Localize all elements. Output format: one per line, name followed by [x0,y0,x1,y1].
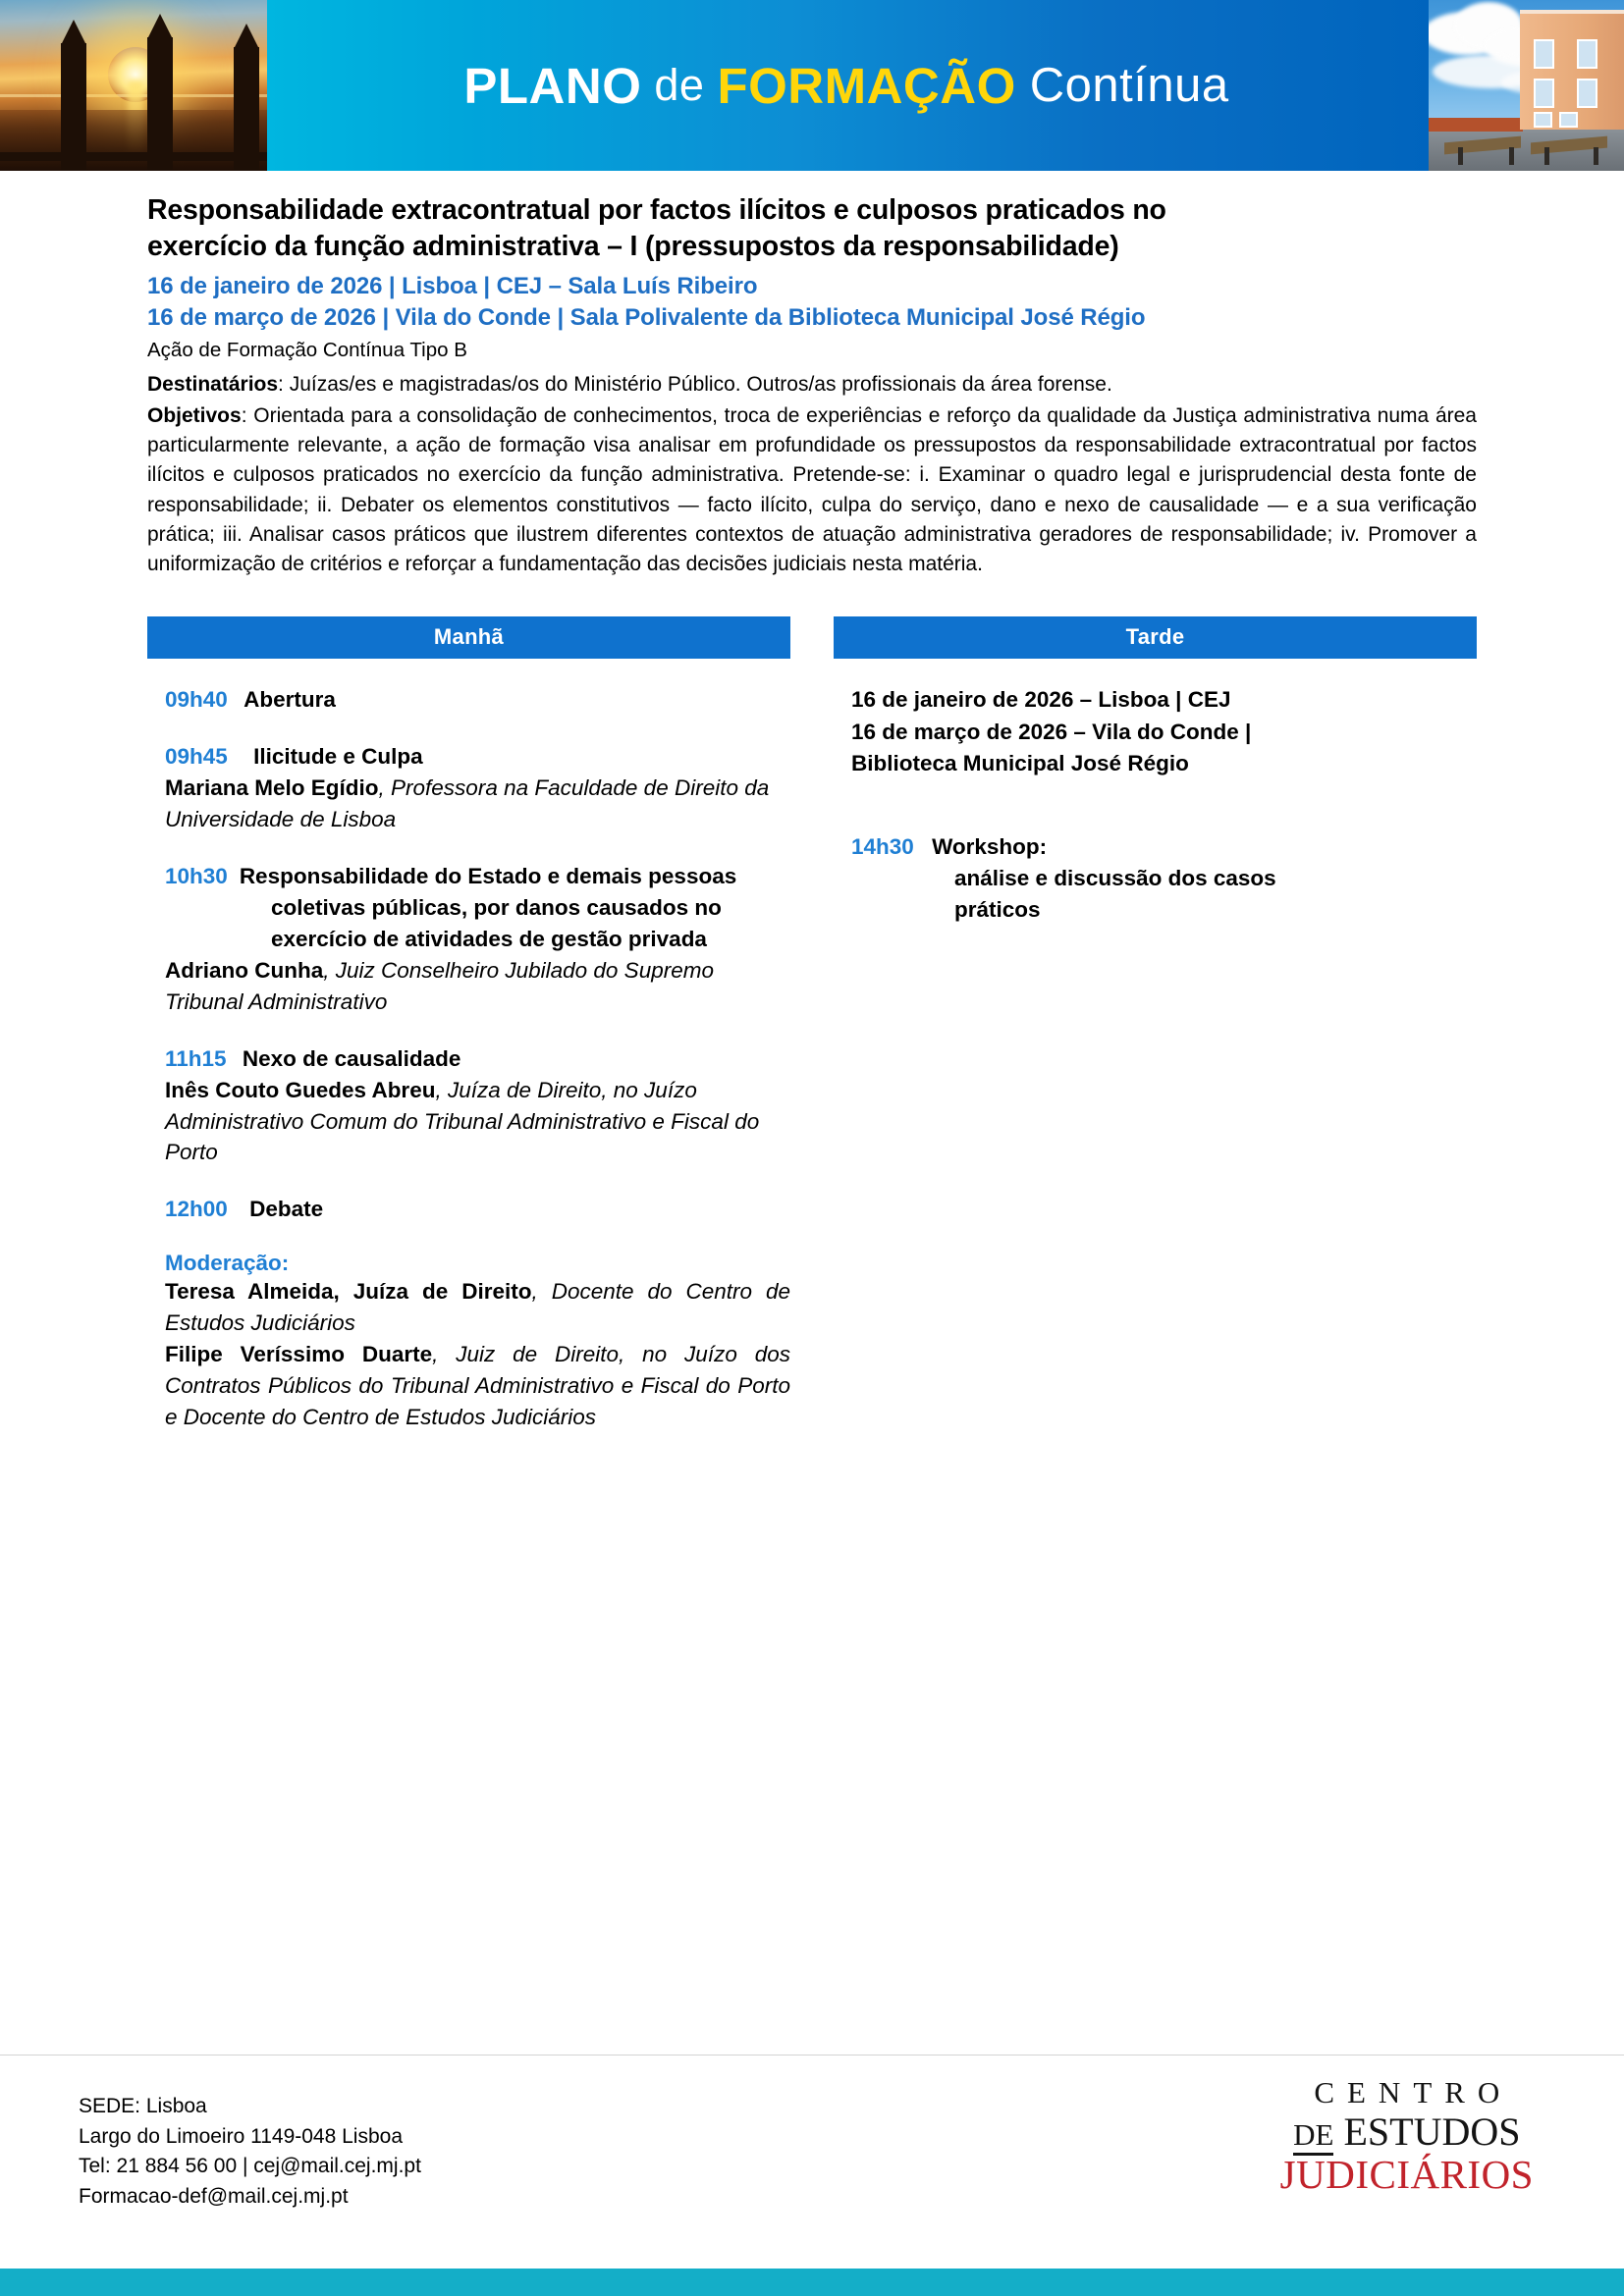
moderator-row [165,1339,790,1433]
speaker-name: Inês Couto Guedes Abreu [165,1077,436,1102]
schedule-entry-row [851,831,1477,863]
entry-time: 12h00 [165,1197,228,1222]
bench-leg [1594,147,1598,165]
speaker-name: Adriano Cunha [165,957,324,983]
entry-time: 11h15 [165,1045,227,1071]
schedule-entry-row [165,1194,790,1225]
footer-address-line2: Largo do Limoeiro 1149-048 Lisboa [79,2124,404,2148]
course-title-line1: Responsabilidade extracontratual por factos ilícitos e culposos praticados no [147,194,1166,226]
building-facade [1520,10,1624,130]
schedule-entry-row [165,861,790,955]
entry-title: Responsabilidade do Estado e demais pessoas coletivas públicas, por danos causados no exercício de atividades de gestão privada [239,863,737,951]
moderator-role: , Juiz de Direito, no Juízo dos Contratos Públicos do Tribunal Administrativo e Fiscal do Porto e Docente do Centro de Estudos Judiciários [165,1342,790,1430]
schedule-entry [165,684,790,716]
schedule-entry-row [165,1043,790,1075]
banner-word-formacao: FORMAÇÃO [717,57,1016,114]
window-shape [1534,112,1552,128]
bench-leg [1544,147,1549,165]
schedule-grid [147,616,1477,1433]
railing-bar [0,152,267,161]
logo-text-de-estudos [1280,2110,1534,2153]
page-footer [0,2055,1624,2296]
window-shape [1577,39,1597,69]
moderation-label: Moderação: [165,1251,290,1276]
afternoon-location-vila-2: Biblioteca Municipal José Régio [851,751,1189,776]
speaker-name: Mariana Melo Egídio [165,775,379,801]
audience-label: Destinatários [147,372,279,396]
footer-contact-line[interactable]: Tel: 21 884 56 00 | cej@mail.cej.mj.pt [79,2155,421,2178]
roof-shape [1429,118,1523,132]
entry-speaker-row [165,955,790,1018]
entry-speaker-row [165,1075,790,1169]
audience-paragraph [147,370,1477,400]
schedule-entry [165,1194,790,1225]
schedule-entry [165,861,790,1018]
railing-spike [147,37,173,171]
window-shape [1559,112,1578,128]
banner-word-continua: Contínua [1029,59,1229,112]
objectives-paragraph [147,401,1477,579]
logo-text-judiciarios: JUDICIÁRIOS [1279,2151,1534,2197]
schedule-entry [165,1043,790,1169]
entry-subtitle-line1: análise e discussão dos casos [954,866,1276,891]
banner-photo-sunset [0,0,267,171]
schedule-header-afternoon: Tarde [834,616,1477,659]
window-shape [1534,79,1554,108]
entry-title: Workshop: [932,834,1048,860]
footer-address [79,2092,421,2213]
footer-divider [0,2055,1624,2056]
course-date-vila-do-conde: 16 de março de 2026 | Vila do Conde | Sala Polivalente da Biblioteca Municipal José Régio [147,304,1146,331]
schedule-entry [165,741,790,835]
logo-text-de: DE [1293,2117,1333,2156]
footer-address-line1: SEDE: Lisboa [79,2095,207,2117]
page-banner [0,0,1624,171]
speaker-role: , Professora na Faculdade de Direito da Universidade de Lisboa [165,775,770,832]
entry-time: 10h30 [165,863,228,888]
schedule-column-afternoon [834,616,1477,1433]
window-shape [1577,79,1597,108]
course-date-lisboa: 16 de janeiro de 2026 | Lisboa | CEJ – Sala Luís Ribeiro [147,273,758,300]
bench-leg [1458,147,1463,165]
schedule-header-morning: Manhã [147,616,790,659]
afternoon-locations [851,684,1477,780]
moderator-role: , Docente do Centro de Estudos Judiciários [165,1279,790,1336]
entry-time: 14h30 [851,834,914,860]
window-shape [1534,39,1554,69]
speaker-role: , Juiz Conselheiro Jubilado do Supremo Tribunal Administrativo [165,957,714,1014]
schedule-entry [851,831,1477,926]
objectives-label: Objetivos [147,403,242,427]
bench-leg [1509,147,1514,165]
city-silhouette [0,110,267,171]
entry-title: Abertura [244,687,336,713]
entry-time: 09h40 [165,687,228,713]
schedule-column-morning [147,616,790,1433]
entry-speaker-row [165,773,790,835]
speaker-role: , Juíza de Direito, no Juízo Administrativo Comum do Tribunal Administrativo e Fiscal do Porto [165,1077,760,1165]
logo-text-estudos: ESTUDOS [1343,2109,1521,2154]
audience-text: : Juízas/es e magistradas/os do Ministério Público. Outros/as profissionais da área forense. [278,372,1112,396]
document-body [0,171,1624,1433]
cej-logo [1280,2076,1534,2196]
course-title-line2: exercício da função administrativa – I (pressupostos da responsabilidade) [147,231,1119,263]
course-title [147,192,1477,265]
railing-spike [61,43,86,171]
entry-title: Ilicitude e Culpa [253,744,423,770]
entry-title: Nexo de causalidade [242,1045,461,1071]
footer-email-line[interactable]: Formacao-def@mail.cej.mj.pt [79,2184,349,2208]
schedule-entry-row [165,684,790,716]
banner-word-de: de [654,60,705,110]
afternoon-location-vila-1: 16 de março de 2026 – Vila do Conde | [851,719,1252,744]
banner-title [255,0,1437,171]
footer-color-strip [0,2269,1624,2296]
banner-word-plano: PLANO [463,57,642,114]
afternoon-location-lisboa: 16 de janeiro de 2026 – Lisboa | CEJ [851,687,1231,713]
moderator-name: Filipe Veríssimo Duarte [165,1342,433,1367]
moderator-name: Teresa Almeida, Juíza de Direito [165,1279,532,1305]
schedule-entry-row [165,741,790,773]
entry-subtitle-line2: práticos [954,896,1041,922]
entry-time: 09h45 [165,744,228,770]
objectives-text: : Orientada para a consolidação de conhecimentos, troca de experiências e reforço da qualidade da Justiça administrativa numa área particularmente relevante, a ação de formação visa analisar em profundidade os pressupostos da responsabilidade extracontratual por factos ilícitos e culposos praticados no exercício da função administrativa. Pretende-se: i. Examinar o quadro legal e jurisprudencial desta fonte de responsabilidade; ii. Debater os elementos constitutivos — facto ilícito, culpa do serviço, dano e nexo de causalidade — e a sua verificação prática; iii. Analisar casos práticos que ilustrem diferentes contextos de atuação administrativa geradores de responsabilidade; iv. Promover a uniformização de critérios e reforçar a fundamentação das decisões judiciais nesta matéria. [147,403,1477,575]
logo-text-centro: CENTRO [1314,2075,1513,2109]
moderation-block [165,1251,790,1433]
entry-title: Debate [249,1197,324,1222]
moderator-row [165,1276,790,1339]
banner-photo-building [1429,0,1624,171]
course-action-type: Ação de Formação Contínua Tipo B [147,338,467,361]
